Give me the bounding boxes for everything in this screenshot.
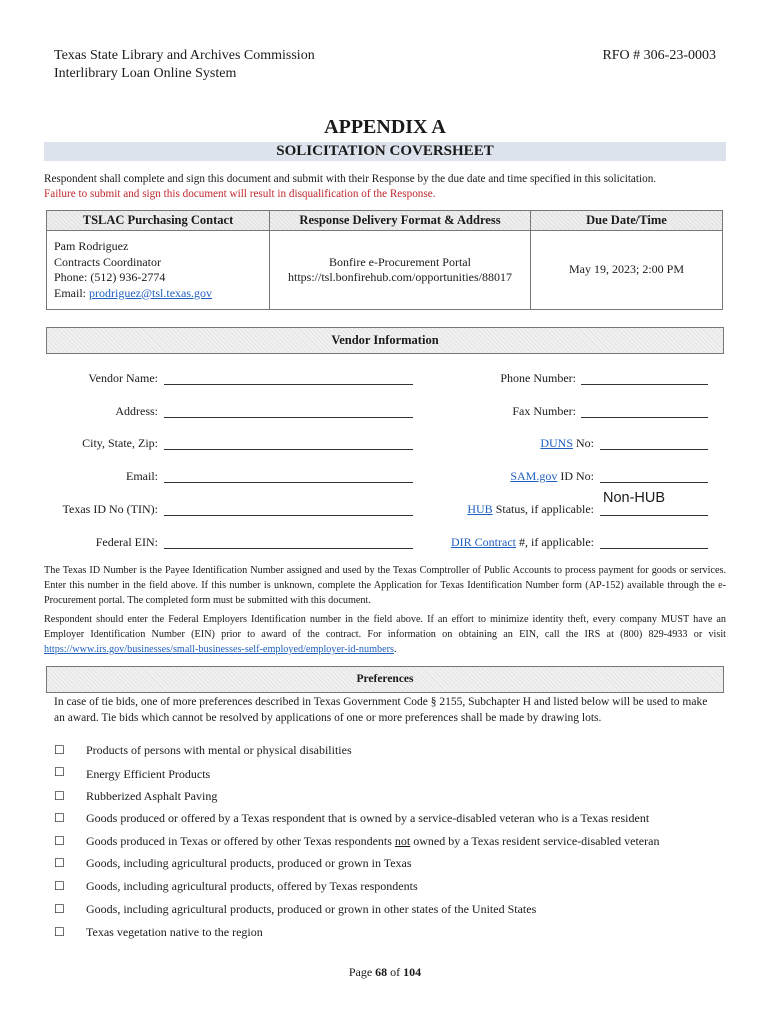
dir-contract-field[interactable] [600,548,708,549]
contact-phone: Phone: (512) 936-2774 [54,270,166,284]
preference-label: Goods, including agricultural products, produced or grown in other states of the United States [86,902,537,916]
checkbox-icon[interactable]: ☐ [54,856,65,870]
checkbox-icon[interactable]: ☐ [54,765,65,779]
checkbox-icon[interactable]: ☐ [54,834,65,848]
duns-label-text: No: [573,436,594,450]
tin-paragraph: The Texas ID Number is the Payee Identification Number assigned and used by the Texas Comptroller of Public Accounts to process payment for goods or services. Enter this number in the field above. If this number is unknown, complete the Application for Texas Identification Number form (AP-152) available through the e-Procurement portal. The completed form must be submitted with this document. [44,565,726,606]
page-number-of: of [387,965,404,979]
sam-link[interactable]: SAM.gov [510,469,558,483]
hub-field[interactable] [600,515,708,516]
federal-ein-field[interactable] [164,548,413,549]
preference-label: Goods produced or offered by a Texas respondent that is owned by a service-disabled veteran who is a Texas resident [86,811,650,825]
contact-email-label: Email: [54,285,89,300]
checkbox-icon[interactable]: ☐ [54,902,65,916]
email-label: Email: [126,469,158,483]
address-label: Address: [115,404,158,418]
checkbox-icon[interactable]: ☐ [54,879,65,893]
hub-link[interactable]: HUB [467,502,493,516]
contact-email-row [54,286,262,302]
delivery-url: https://tsl.bonfirehub.com/opportunities/88017 [288,270,512,284]
header-rfo: RFO # 306-23-0003 [602,48,716,63]
due-date-cell: May 19, 2023; 2:00 PM [531,231,723,310]
duns-label [540,436,594,451]
duns-field[interactable] [600,449,708,450]
ein-paragraph-end: . [394,644,397,655]
dir-contract-label [451,535,594,550]
hub-status-value[interactable]: Non-HUB [603,490,666,506]
preference-label [86,834,659,849]
dir-contract-link[interactable]: DIR Contract [451,535,517,549]
phone-field[interactable] [581,384,708,385]
preference-item[interactable] [54,925,263,940]
vendor-name-field[interactable] [164,384,413,385]
preferences-intro: In case of tie bids, one of more preferences described in Texas Government Code § 2155, Subchapter H and listed below will be used to make an award. Tie bids which cannot be resolved by applications of one or more preferences shall be made by drawing lots. [54,696,708,724]
preference-item[interactable] [54,879,418,894]
preference-label: Products of persons with mental or physical disabilities [86,743,352,757]
purchasing-contact-cell [47,231,270,310]
checkbox-icon[interactable]: ☐ [54,811,65,825]
preference-item[interactable] [54,789,218,804]
instructions-text: Respondent shall complete and sign this document and submit with their Response by the due date and time specified in this solicitation. [44,173,657,185]
city-state-zip-field[interactable] [164,449,413,450]
preference-item[interactable] [54,811,650,826]
page-number-prefix: Page [348,965,376,979]
email-field[interactable] [164,482,413,483]
tin-field[interactable] [164,515,413,516]
city-state-zip-label: City, State, Zip: [82,436,158,450]
preference-item[interactable] [54,743,352,758]
page-number-total: 104 [403,965,422,979]
sam-field[interactable] [600,482,708,483]
preference-item[interactable] [54,902,537,917]
preference-label: Goods, including agricultural products, produced or grown in Texas [86,856,412,870]
preference-label-text: Goods produced in Texas or offered by other Texas respondents [86,834,395,848]
header-system: Interlibrary Loan Online System [54,66,237,81]
vendor-name-label: Vendor Name: [88,371,158,385]
ein-paragraph-text: Respondent should enter the Federal Employers Identification number in the field above. If an effort to minimize identity theft, every company MUST have an Employer Identification Number (EIN) prior to award of the contract. For information on obtaining an EIN, call the IRS at (800) 829-4933 or visit [44,614,726,640]
preference-label-not: not [394,834,411,848]
hub-label-text: Status, if applicable: [492,502,594,516]
fax-field[interactable] [581,417,708,418]
preference-item[interactable] [54,856,412,871]
checkbox-icon[interactable]: ☐ [54,743,65,757]
preferences-heading: Preferences [46,666,724,693]
delivery-cell [270,231,531,310]
contact-table-header: Due Date/Time [531,211,723,231]
checkbox-icon[interactable]: ☐ [54,789,65,803]
vendor-info-heading: Vendor Information [46,327,724,354]
contact-name: Pam Rodriguez [54,239,129,253]
preference-label: Texas vegetation native to the region [86,925,263,939]
irs-ein-link[interactable]: https://www.irs.gov/businesses/small-businesses-self-employed/employer-id-numbers [44,644,394,655]
tin-label: Texas ID No (TIN): [62,502,158,516]
contact-email-link[interactable]: prodriguez@tsl.texas.gov [89,285,213,300]
preference-label: Energy Efficient Products [86,767,211,781]
fax-label: Fax Number: [512,404,576,418]
duns-link[interactable]: DUNS [540,436,573,450]
preference-label-rest: owned by a Texas resident service-disabled veteran [410,834,660,848]
contact-table-header: TSLAC Purchasing Contact [47,211,270,231]
preference-label: Goods, including agricultural products, offered by Texas respondents [86,879,418,893]
sam-label [510,469,594,484]
dir-contract-label-text: #, if applicable: [516,535,594,549]
delivery-portal: Bonfire e-Procurement Portal [329,254,471,269]
contact-table-header: Response Delivery Format & Address [270,211,531,231]
hub-label [467,502,594,517]
preference-item[interactable] [54,834,660,849]
instructions-warning: Failure to submit and sign this document will result in disqualification of the Response. [44,188,436,200]
page-title: APPENDIX A [324,116,446,138]
header-org: Texas State Library and Archives Commission [54,48,315,63]
page-number [0,965,770,980]
ein-paragraph [44,612,726,657]
preference-label: Rubberized Asphalt Paving [86,789,218,803]
federal-ein-label: Federal EIN: [95,535,158,549]
page-number-current: 68 [375,965,388,979]
page-subtitle: SOLICITATION COVERSHEET [44,142,726,161]
sam-label-text: ID No: [557,469,594,483]
phone-label: Phone Number: [500,371,576,385]
address-field[interactable] [164,417,413,418]
checkbox-icon[interactable]: ☐ [54,925,65,939]
contact-table [46,210,723,310]
contact-title: Contracts Coordinator [54,254,161,269]
preference-item[interactable] [54,765,211,781]
